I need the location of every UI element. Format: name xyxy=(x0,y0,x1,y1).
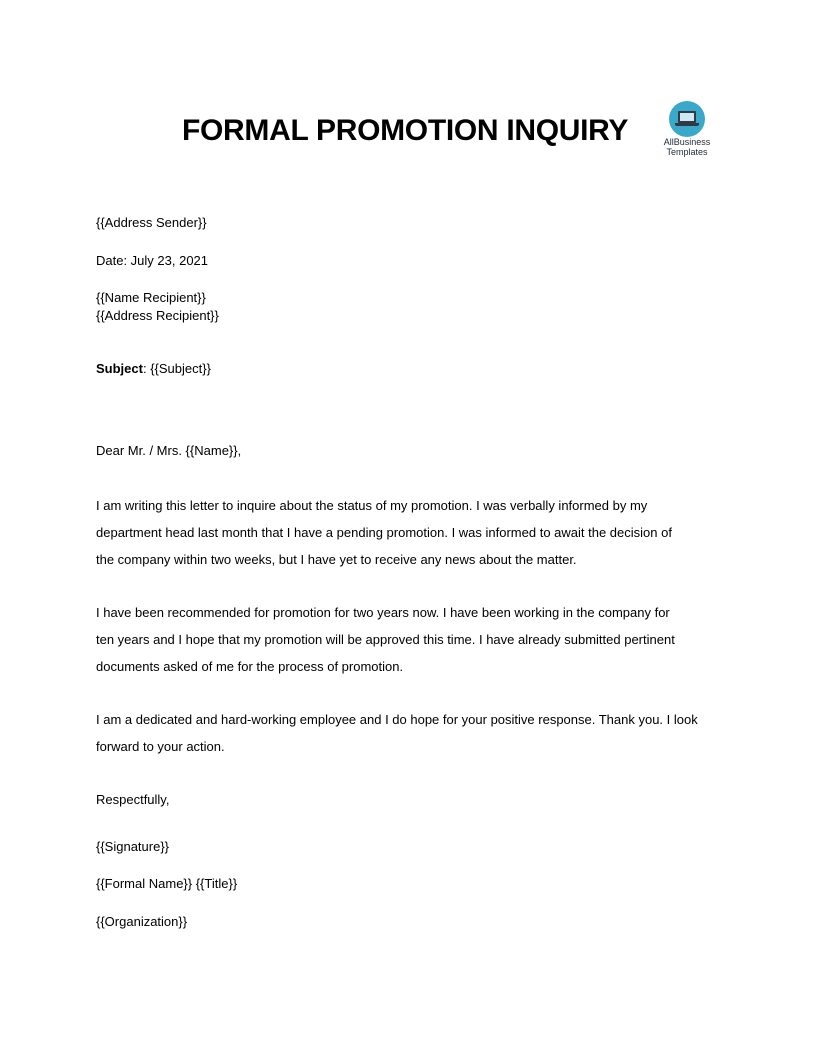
subject-line xyxy=(96,360,211,378)
signature: {{Signature}} xyxy=(96,839,170,854)
recipient-address: {{Address Recipient}} xyxy=(96,308,219,323)
paragraph-line: documents asked of me for the process of promotion. xyxy=(96,659,404,674)
paragraph-line: forward to your action. xyxy=(96,739,225,754)
salutation: Dear Mr. / Mrs. {{Name}}, xyxy=(96,443,242,458)
recipient-name: {{Name Recipient}} xyxy=(96,290,206,305)
paragraph-3 xyxy=(96,706,736,760)
logo-text-line2: Templates xyxy=(666,147,708,157)
subject-label: Subject xyxy=(96,361,143,376)
closing: Respectfully, xyxy=(96,792,170,807)
paragraph-line: department head last month that I have a pending promotion. I was informed to await the decision of xyxy=(96,525,672,540)
logo-text-line1: AllBusiness xyxy=(663,137,711,147)
subject-value: : {{Subject}} xyxy=(142,361,211,376)
company-logo xyxy=(656,101,718,157)
laptop-icon xyxy=(669,101,705,137)
paragraph-line: ten years and I hope that my promotion will be approved this time. I have already submitted pertinent xyxy=(96,632,675,647)
formal-name-title: {{Formal Name}} {{Title}} xyxy=(96,876,238,891)
paragraph-1 xyxy=(96,492,736,573)
paragraph-line: the company within two weeks, but I have yet to receive any news about the matter. xyxy=(96,552,577,567)
paragraph-line: I am writing this letter to inquire about the status of my promotion. I was verbally informed by my xyxy=(96,498,648,513)
paragraph-line: I have been recommended for promotion for two years now. I have been working in the company for xyxy=(96,605,670,620)
sender-address: {{Address Sender}} xyxy=(96,215,207,230)
paragraph-line: I am a dedicated and hard-working employee and I do hope for your positive response. Thank you. I look xyxy=(96,712,698,727)
letter-date: Date: July 23, 2021 xyxy=(96,253,209,268)
paragraph-2 xyxy=(96,599,736,680)
organization: {{Organization}} xyxy=(96,914,188,929)
page-title: FORMAL PROMOTION INQUIRY xyxy=(182,114,629,147)
